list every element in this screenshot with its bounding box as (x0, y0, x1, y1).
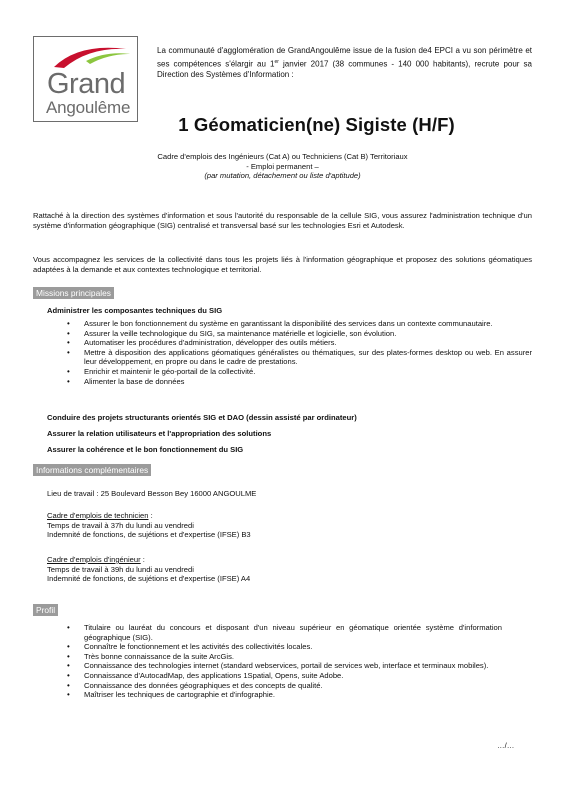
grandangouleme-logo (33, 36, 138, 122)
workplace-address: Lieu de travail : 25 Boulevard Besson Bey 16000 ANGOULME (47, 489, 257, 498)
tech-hours: Temps de travail à 37h du lundi au vendredi (47, 520, 194, 530)
job-title: 1 Géomaticien(ne) Sigiste (H/F) (178, 114, 455, 135)
list-item: • Maîtriser les techniques de cartographie et d'infographie. (67, 690, 502, 700)
list-item: • Connaissance des technologies internet (standard webservices, portail de services web, interface et terminaux mobiles). (67, 661, 502, 671)
list-item: • Assurer la veille technologique du SIG, sa maintenance matérielle et logicielle, son évolution. (67, 329, 532, 339)
intro-sup: er (274, 58, 279, 65)
ing-block (47, 555, 250, 584)
mission-line-dao: Conduire des projets structurants orientés SIG et DAO (dessin assisté par ordinateur) (47, 413, 357, 422)
tech-ifse: Indemnité de fonctions, de sujétions et d'expertise (IFSE) B3 (47, 530, 251, 540)
list-item: • Très bonne connaissance de la suite ArcGis. (67, 652, 502, 662)
description-paragraph-2: Vous accompagnez les services de la collectivité dans tous les projets liés à l'information géographique et proposez des solutions géomatiques adaptées à la demande et aux contextes technologique et territorial. (33, 255, 532, 274)
intro-paragraph (157, 46, 532, 80)
ing-heading: Cadre d'emplois d'ingénieur (47, 555, 141, 564)
subtitle-line-3: (par mutation, détachement ou liste d'aptitude) (204, 171, 361, 181)
subtitle-line-1: Cadre d'emplois des Ingénieurs (Cat A) ou Techniciens (Cat B) Territoriaux (157, 152, 408, 161)
intro-text-end: janvier 2017 (38 communes - 140 000 habitants), recrute pour sa Direction des Systèmes d'Information : (157, 59, 532, 79)
logo-text-grand: Grand (47, 68, 126, 100)
list-item: • Mettre à disposition des applications géomatiques généralistes ou thématiques, sur des plates-formes desktop ou web. En assurer leur développement, en propre ou dans le cadre de prestations. (67, 348, 532, 367)
intro-text: La communauté d'agglomération de GrandAngoulême issue de la fusion de4 EPCI a vu son périmètre et ses compétences s'élargir au 1 (157, 46, 532, 69)
job-subtitle (0, 152, 565, 181)
list-item: • Assurer le bon fonctionnement du système en garantissant la disponibilité des services dans un contexte communautaire. (67, 319, 532, 329)
list-item: • Titulaire ou lauréat du concours et disposant d'un niveau supérieur en géomatique orientée système d'information géographique (SIG). (67, 623, 502, 642)
list-item: • Automatiser les procédures d'administration, développer des outils métiers. (67, 338, 532, 348)
description-paragraph-1: Rattaché à la direction des systèmes d'information et sous l'autorité du responsable de la cellule SIG, vous assurez l'administration technique d'un système d'information géographique (SIG) centralisé et transversal basé sur les technologies Esri et Autodesk. (33, 211, 532, 230)
mission-line-relation: Assurer la relation utilisateurs et l'appropriation des solutions (47, 429, 272, 438)
mission-list (67, 319, 532, 386)
subtitle-line-2: - Emploi permanent – (246, 161, 319, 171)
ing-colon: : (140, 555, 145, 564)
mission-line-coherence: Assurer la cohérence et le bon fonctionnement du SIG (47, 445, 244, 454)
ing-ifse: Indemnité de fonctions, de sujétions et d'expertise (IFSE) A4 (47, 574, 251, 584)
list-item: • Enrichir et maintenir le géo-portail de la collectivité. (67, 367, 532, 377)
tech-colon: : (148, 511, 153, 520)
section-heading-profil: Profil (33, 604, 58, 616)
ing-hours: Temps de travail à 39h du lundi au vendredi (47, 564, 194, 574)
list-item: • Connaître le fonctionnement et les activités des collectivités locales. (67, 642, 502, 652)
list-item: • Alimenter la base de données (67, 377, 532, 387)
continuation-mark: …/… (497, 741, 515, 750)
section-heading-missions: Missions principales (33, 287, 114, 299)
tech-heading: Cadre d'emplois de technicien (47, 511, 149, 520)
tech-block (47, 511, 251, 540)
list-item: • Connaissance d'AutocadMap, des applications 1Spatial, Opens, suite Adobe. (67, 671, 502, 681)
profil-list (67, 623, 502, 700)
logo-text-angouleme: Angoulême (46, 98, 131, 117)
section-heading-infos: Informations complémentaires (33, 464, 151, 476)
list-item: • Connaissance des données géographiques et des concepts de qualité. (67, 681, 502, 691)
mission-group-title: Administrer les composantes techniques du SIG (47, 306, 223, 315)
